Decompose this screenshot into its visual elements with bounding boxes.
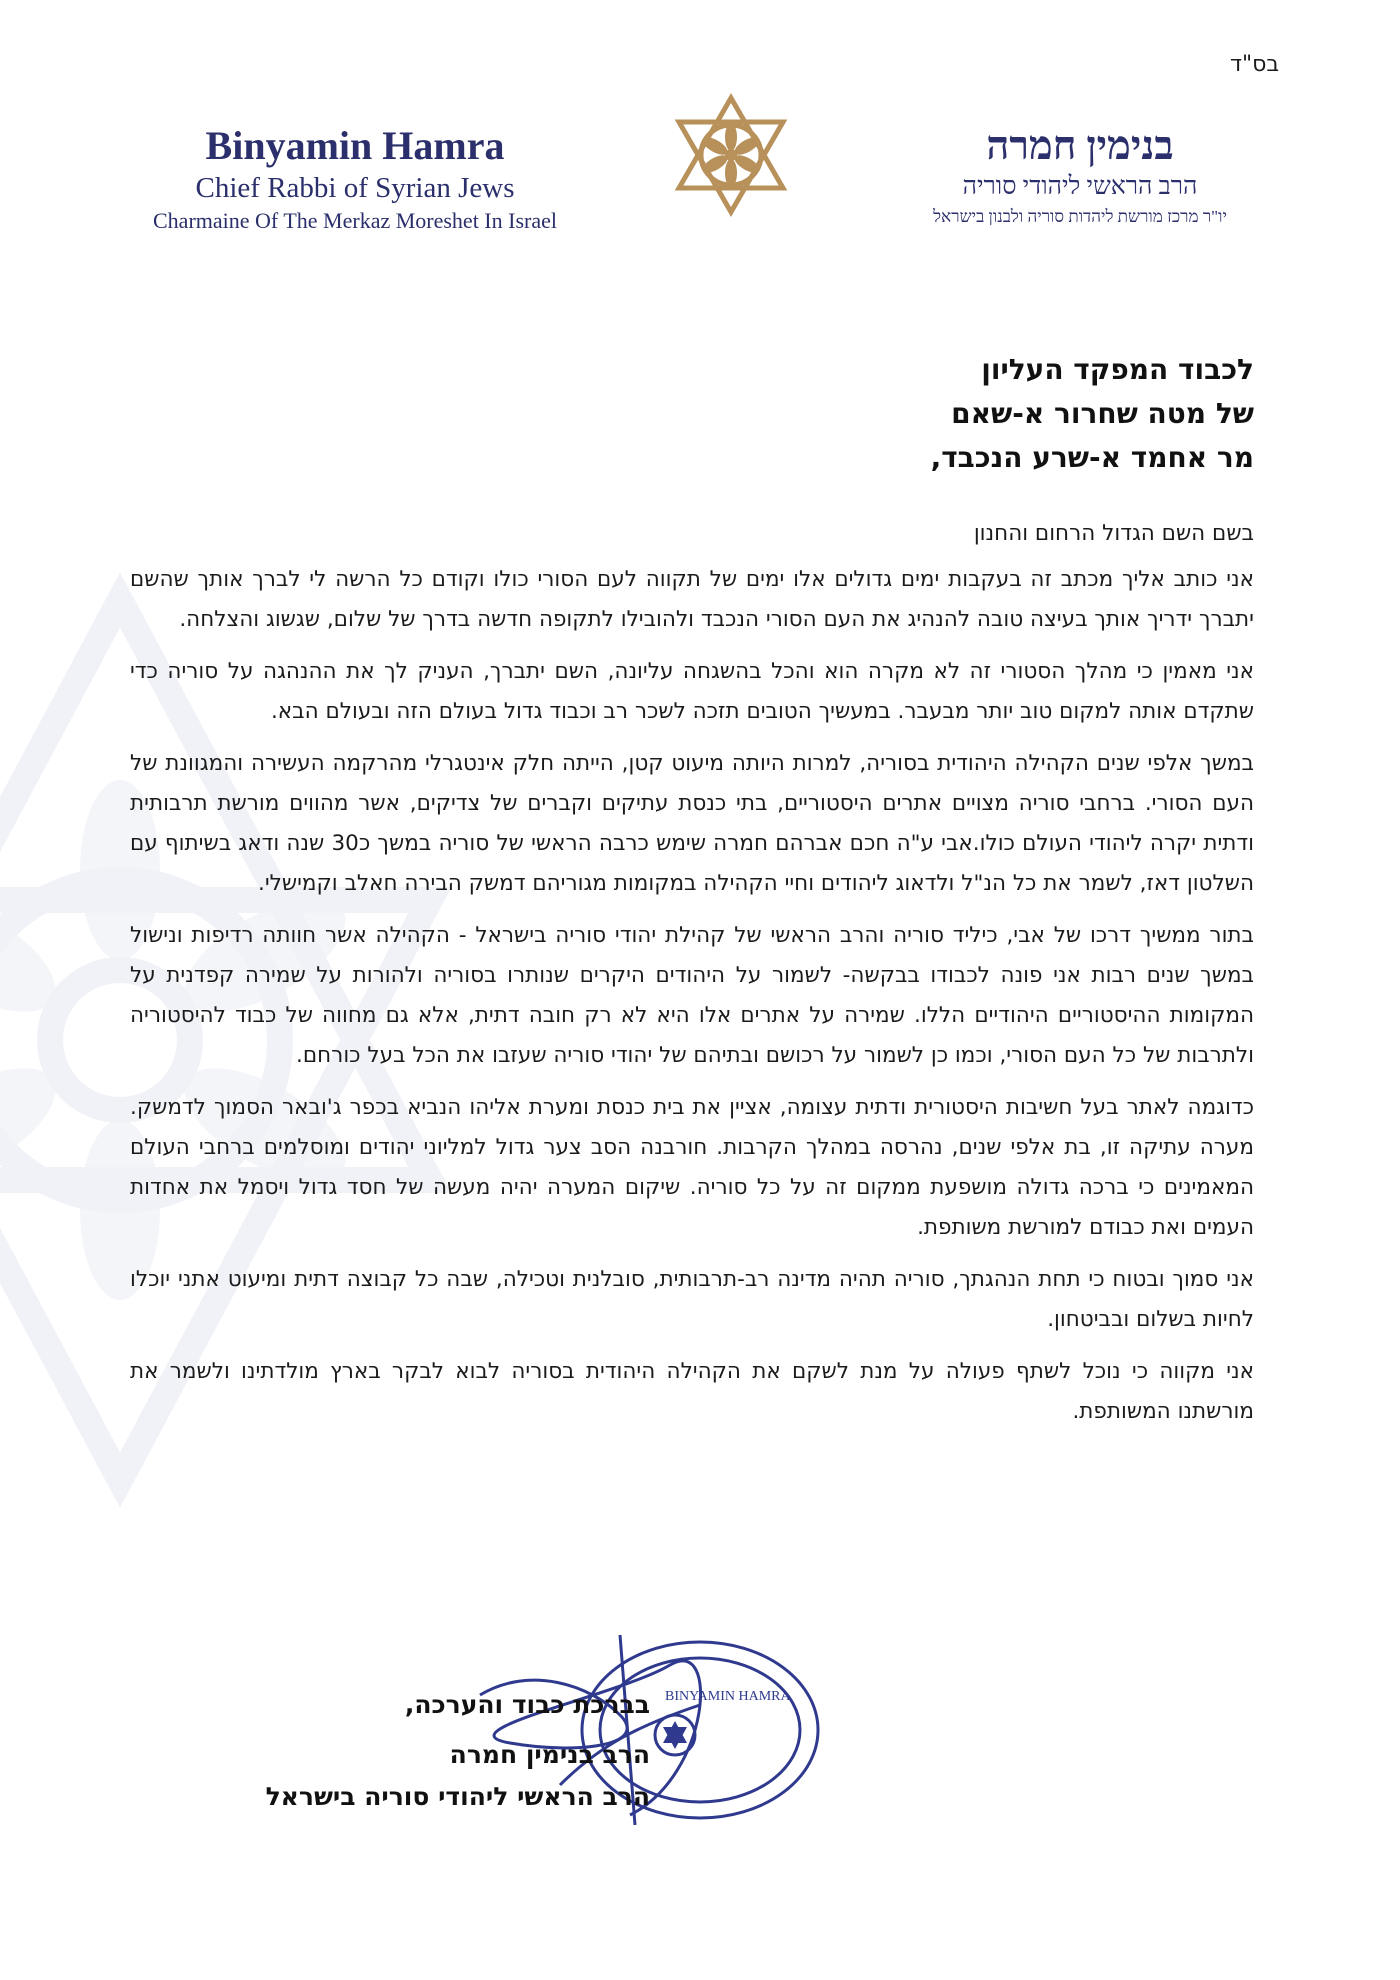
letterhead-en-title: Chief Rabbi of Syrian Jews <box>195 172 515 204</box>
closing-line: בברכת כבוד והערכה, <box>404 1690 650 1719</box>
body-paragraph: אני כותב אליך מכתב זה בעקבות ימים גדולים אלו ימים של תקווה לעם הסורי כולו וקודם כל הרשה לי לברך אותך שהשם יתברך ידריך אותך בעיצה טובה להנהיג את העם הסורי הנכבד ולהובילו לתקופה חדשה בדרך של שלום, שגשוג והצלחה. <box>130 567 1254 632</box>
addressee-block <box>354 348 1254 480</box>
star-of-david-rosette-icon <box>668 92 794 218</box>
greeting: בשם השם הגדול הרחום והחנון <box>973 521 1254 546</box>
letterhead-en-sub: Charmaine Of The Merkaz Moreshet In Israel <box>153 208 557 233</box>
signatory-title: הרב הראשי ליהודי סוריה בישראל <box>265 1782 650 1811</box>
letterhead-he-title: הרב הראשי ליהודי סוריה <box>962 173 1198 200</box>
body-paragraph: כדוגמה לאתר בעל חשיבות היסטורית ודתית עצומה, אציין את בית כנסת ומערת אליהו הנביא בכפר ג'ובאר הסמוך לדמשק. מערה עתיקה זו, בת אלפי שנים, נהרסה במהלך הקרבות. חורבנה הסב צער גדול למליוני יהודים ומוסלמים ברחבי העולם המאמינים כי ברכה גדולה מושפעת ממקום זה על כל סוריה. שיקום המערה יהיה מעשה של חסד גדול ויסמל את אחדות העמים ואת כבודם למורשת משותפת. <box>130 1095 1254 1240</box>
letterhead-en-name: Binyamin Hamra <box>205 123 505 168</box>
body-paragraph: בתור ממשיך דרכו של אבי, כיליד סוריה והרב הראשי של קהילת יהודי סוריה בישראל - הקהילה אשר חוותה רדיפות ונישול במשך שנים רבות אני פונה לכבודו בבקשה- לשמור על היהודים היקרים שנותרו בסוריה ולהורות על שמירה קפדנית על המקומות ההיסטוריים היהודיים הללו. שמירה על אתרים אלו היא לא רק חובה דתית, אלא גם מחווה של כבוד להיסטוריה ולתרבות של כל העם הסורי, וכמו כן לשמור על רכושם ובתיהם של יהודי סוריה שעזבו את הכל בעל כורחם. <box>130 923 1254 1068</box>
letterhead-hebrew <box>880 122 1280 230</box>
letterhead-he-name: בנימין חמרה <box>986 123 1174 168</box>
signatory-name: הרב בנימין חמרה <box>449 1740 650 1769</box>
body-paragraph: אני מקווה כי נוכל לשתף פעולה על מנת לשקם את הקהילה היהודית בסוריה לבוא לבקר בארץ מולדתינו ולשמר את מורשתנו המשותפת. <box>130 1359 1254 1424</box>
bsd-mark: בס"ד <box>1230 52 1280 77</box>
body-paragraph: אני מאמין כי מהלך הסטורי זה לא מקרה הוא והכל בהשגחה עליונה, השם יתברך, העניק לך את ההנהגה על סוריה כדי שתקדם אותה למקום טוב יותר מבעבר. במעשיך הטובים תזכה לשכר רב וכבוד גדול בעולם הזה ובעולם הבא. <box>130 659 1254 724</box>
addressee-line: לכבוד המפקד העליון <box>981 353 1254 386</box>
addressee-line: מר אחמד א-שרע הנכבד, <box>930 441 1254 474</box>
letterhead-english <box>140 122 570 236</box>
letter-body <box>130 514 1254 1444</box>
body-paragraph: במשך אלפי שנים הקהילה היהודית בסוריה, למרות היותה מיעוט קטן, הייתה חלק אינטגרלי מהרקמה העשירה והמגוונת של העם הסורי. ברחבי סוריה מצויים אתרים היסטוריים, בתי כנסת עתיקים וקברים של צדיקים, אשר מהווים מורשת תרבותית ודתית יקרה ליהודי העולם כולו.אבי ע"ה חכם אברהם חמרה שימש כרבה הראשי של סוריה במשך כ30 שנה ודאג בשיתוף עם השלטון דאז, לשמר את כל הנ"ל ולדאוג ליהודים וחיי הקהילה במקומות מגוריהם דמשק הבירה חאלב וקמישלי. <box>130 751 1254 896</box>
addressee-line: של מטה שחרור א-שאם <box>951 397 1254 430</box>
body-paragraph: אני סמוך ובטוח כי תחת הנהגתך, סוריה תהיה מדינה רב-תרבותית, סובלנית וטכילה, שבה כל קבוצה דתית ומיעוט אתני יוכלו לחיות בשלום ובביטחון. <box>130 1267 1254 1332</box>
letterhead-he-sub: יו"ר מרכז מורשת ליהדות סוריה ולבנון בישראל <box>933 207 1227 226</box>
stamp-name-text: BINYAMIN HAMRA <box>665 1689 791 1704</box>
